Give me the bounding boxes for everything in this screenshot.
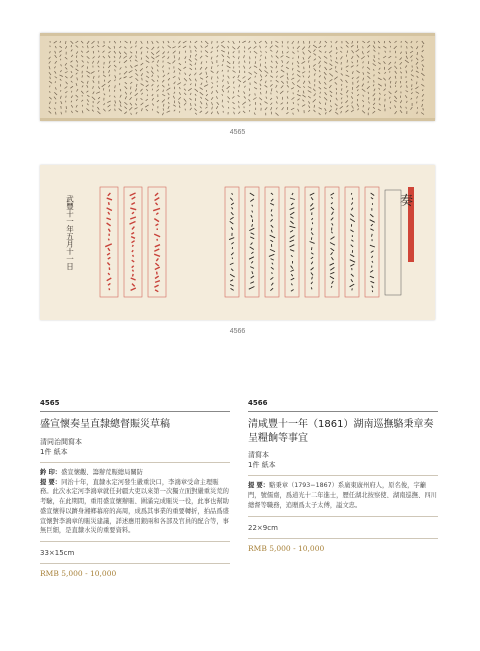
manuscript-scroll-image [40,33,435,121]
calligraphy-stroke [282,41,283,44]
calligraphy-stroke [357,41,358,43]
lot-entry-4565 [40,398,230,580]
calligraphy-stroke [347,51,348,53]
calligraphy-stroke [56,112,57,115]
calligraphy-stroke [298,41,299,43]
calligraphy-stroke [66,96,67,98]
lot-entry-4566 [248,398,438,555]
image-caption-4566: 4566 [229,328,246,335]
lot-number: 4565 [40,399,60,407]
calligraphy-stroke [331,41,332,43]
calligraphy-stroke [239,61,240,64]
memorial-document-art [40,165,435,320]
calligraphy-stroke [93,51,94,53]
calligraphy-stroke [190,41,191,43]
calligraphy-stroke [372,290,373,292]
field-text: 駱秉章（1793−1867）系廣東廣州府人，原名俊，字籲門，號儒齋，爲道光十二年進士，歷任湖北按察使、湖南巡撫、四川總督等職務，追贈爲太子太傅，謚文忠。 [248,482,437,509]
calligraphy-stroke [115,104,116,106]
calligraphy-stroke [99,76,100,78]
calligraphy-stroke [272,272,273,274]
calligraphy-stroke [108,239,109,241]
divider [248,516,438,517]
calligraphy-stroke [352,288,353,290]
calligraphy-stroke [142,78,143,81]
field-label: 提 要： [40,478,62,486]
calligraphy-stroke [417,82,418,85]
lot-era: 清同治間寫本 [40,437,82,446]
lot-quantity: 1件 紙本 [40,447,68,456]
calligraphy-stroke [265,57,266,60]
date-column: 武豐十一年五月十一日 [65,195,75,270]
divider [40,563,230,564]
calligraphy-stroke [110,95,111,97]
calligraphy-stroke [66,41,67,44]
calligraphy-stroke [131,87,132,90]
calligraphy-stroke [374,80,375,82]
calligraphy-stroke [406,51,407,54]
lot-era: 清寫本 [248,451,269,460]
seal-character: 奏 [400,194,414,209]
field-text: 盛宣懷觀、籌辦荒賑總局關防 [61,468,143,476]
lot-title: 清咸豐十一年（1861）湖南巡撫駱秉章奏呈糧餉等事宜 [248,419,434,444]
calligraphy-stroke [114,46,115,49]
calligraphy-stroke [412,60,413,62]
lot-dimensions: 22×9cm [248,523,278,532]
lot-summary-field [40,478,230,537]
calligraphy-stroke [368,61,369,64]
calligraphy-stroke [115,109,116,111]
memorial-document-image [40,165,435,320]
calligraphy-stroke [133,255,134,257]
lot-summary-field [248,481,438,510]
image-caption-4565: 4565 [229,129,246,136]
calligraphy-stroke [255,93,256,95]
calligraphy-stroke [99,70,100,72]
calligraphy-stroke [132,270,133,272]
calligraphy-stroke [217,81,218,83]
lot-estimate: RMB 5,000 - 10,000 [40,569,117,579]
divider [40,411,230,412]
field-label: 鈐 印： [40,468,62,476]
calligraphy-stroke [50,77,51,80]
calligraphy-stroke [133,274,134,277]
manuscript-scroll-art [40,33,435,121]
lot-seal-field [40,468,230,478]
calligraphy-stroke [407,46,408,48]
field-text: 同治十年，直隸永定河發生嚴重決口，李鴻章受命主理賑務。此次永定河李鴻章就任封疆大吏以來第一次獨立面對嚴重災荒的考驗，在此期間，重用盛宣懷辦賑、圍滿完成賑災一役，此事也幫助盛宣懷得以躋身湘鄉幕府的高周，成爲其事業的重要轉折，拍品爲盛宣懷對李鴻章的賑災建議，詳述應用銀兩和各部及官員的配合等，事無巨細，是直隸水災的重要資料。 [40,478,229,535]
calligraphy-stroke [126,66,127,68]
calligraphy-stroke [331,55,332,57]
calligraphy-stroke [76,56,77,58]
calligraphy-stroke [109,202,110,205]
calligraphy-stroke [103,67,104,69]
calligraphy-stroke [109,288,110,290]
calligraphy-stroke [212,41,213,44]
field-label: 提 要： [248,482,270,490]
lot-estimate: RMB 5,000 - 10,000 [248,543,325,553]
calligraphy-stroke [82,105,83,107]
calligraphy-stroke [282,51,283,54]
calligraphy-stroke [228,91,229,93]
lot-number: 4566 [248,399,268,407]
calligraphy-stroke [384,41,385,43]
calligraphy-stroke [351,193,352,195]
divider [40,541,230,542]
divider [40,462,230,463]
calligraphy-stroke [132,245,133,247]
calligraphy-stroke [379,58,380,60]
calligraphy-stroke [304,41,305,44]
calligraphy-stroke [249,110,250,112]
calligraphy-stroke [336,88,337,90]
calligraphy-stroke [147,41,148,44]
calligraphy-stroke [120,62,121,64]
calligraphy-stroke [293,58,294,60]
divider [248,411,438,412]
calligraphy-stroke [130,41,131,43]
lot-title: 盛宣懷奏呈直隸總督賑災草稿 [40,419,170,431]
divider [248,475,438,476]
calligraphy-stroke [157,272,158,275]
calligraphy-stroke [185,109,186,111]
calligraphy-stroke [50,91,51,93]
calligraphy-stroke [417,112,418,114]
lot-quantity: 1件 紙本 [248,461,276,470]
divider [248,538,438,539]
lot-dimensions: 33×15cm [40,549,75,558]
